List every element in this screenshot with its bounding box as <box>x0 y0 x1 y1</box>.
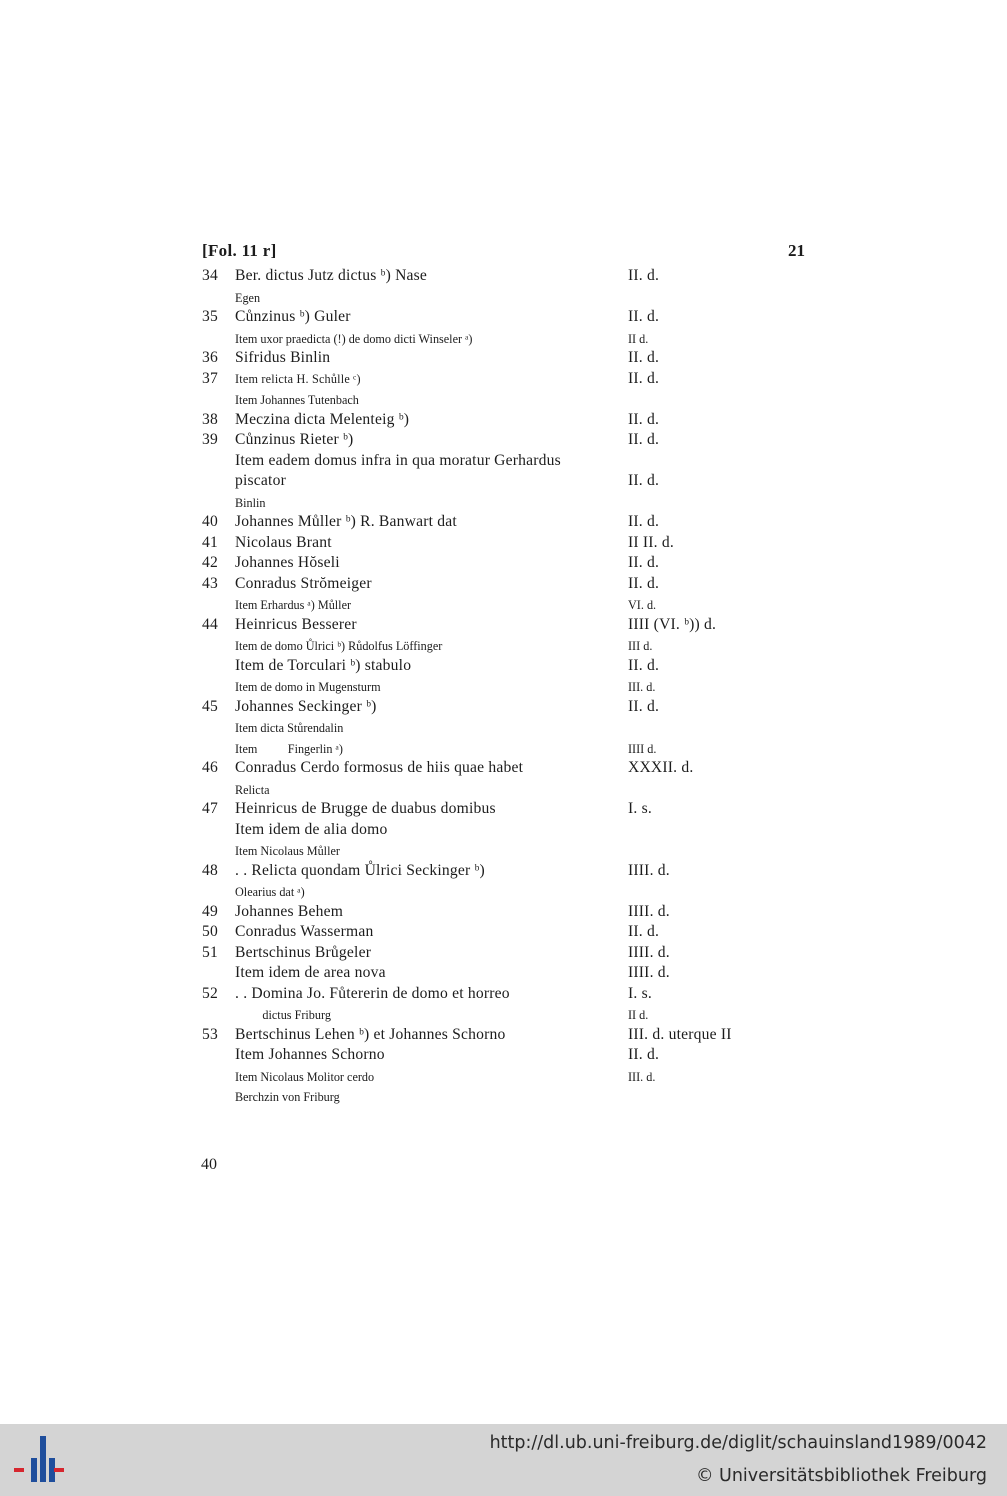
entry-text: Item eadem domus infra in qua moratur Gerhardus <box>235 451 561 469</box>
entry-amount: III. d. <box>628 1069 656 1084</box>
entry-text: Item Fingerlin ᵃ) <box>235 741 343 756</box>
entry-text: Johannes Behem <box>235 902 344 920</box>
entry-text: Item Johannes Schorno <box>235 1046 385 1063</box>
entry-number: 45 <box>202 697 218 715</box>
entry-number: 35 <box>202 308 218 325</box>
entry-row <box>198 389 798 410</box>
entry-text: Item Nicolaus Můller <box>235 844 340 858</box>
entry-amount: II. d. <box>628 267 660 284</box>
entry-text: Nicolaus Brant <box>235 533 332 551</box>
entry-row <box>198 840 798 861</box>
library-footer-bar <box>0 1424 1007 1496</box>
entry-text: Conradus Cerdo formosus de hiis quae habet <box>235 759 524 776</box>
entry-number: 49 <box>202 902 218 920</box>
entry-number: 51 <box>202 943 218 961</box>
entry-number: 53 <box>202 1025 218 1043</box>
entry-row <box>198 492 798 513</box>
entry-row <box>198 553 798 574</box>
entry-number: 46 <box>202 759 218 776</box>
entry-text: Item de Torculari ᵇ) stabulo <box>235 656 412 674</box>
entry-amount: IIII d. <box>628 741 657 756</box>
entry-row <box>198 594 798 615</box>
entry-row <box>198 1066 798 1087</box>
entry-amount: IIII. d. <box>628 943 670 961</box>
entry-text: Johannes Seckinger ᵇ) <box>235 697 377 715</box>
entry-list <box>198 266 798 1107</box>
entry-amount: XXXII. d. <box>628 759 694 776</box>
entry-amount: VI. d. <box>628 598 657 612</box>
entry-amount: III d. <box>628 639 653 653</box>
entry-text: Ber. dictus Jutz dictus ᵇ) Nase <box>235 267 428 284</box>
entry-row <box>198 1045 798 1066</box>
entry-text: Item idem de area nova <box>235 964 386 981</box>
entry-number: 36 <box>202 349 218 366</box>
entry-number: 42 <box>202 554 218 571</box>
entry-text: Heinricus de Brugge de duabus domibus <box>235 800 496 817</box>
entry-amount: II. d. <box>628 349 660 366</box>
entry-row <box>198 533 798 554</box>
entry-amount: II. d. <box>628 513 660 530</box>
entry-row <box>198 471 798 492</box>
entry-row <box>198 1025 798 1046</box>
entry-number: 47 <box>202 800 218 817</box>
entry-text: Conradus Strŏmeiger <box>235 574 372 592</box>
entry-number: 43 <box>202 574 218 592</box>
entry-amount: I. s. <box>628 984 652 1002</box>
entry-amount: II d. <box>628 331 649 346</box>
entry-row <box>198 717 798 738</box>
entry-number: 44 <box>202 615 218 633</box>
entry-text: Conradus Wasserman <box>235 923 374 940</box>
page-number: 21 <box>788 241 805 260</box>
entry-text: Item de domo in Mugensturm <box>235 680 381 694</box>
entry-text: . . Domina Jo. Fůtererin de domo et horreo <box>235 984 510 1002</box>
entry-amount: II. d. <box>628 1046 660 1063</box>
entry-number: 41 <box>202 533 218 551</box>
entry-text: Meczina dicta Melenteig ᵇ) <box>235 410 410 428</box>
entry-row <box>198 266 798 287</box>
entry-amount: II. d. <box>628 369 660 387</box>
entry-text: Item Erhardus ᵃ) Můller <box>235 598 352 612</box>
entry-amount: II. d. <box>628 697 660 715</box>
entry-row <box>198 615 798 636</box>
entry-number: 48 <box>202 861 218 879</box>
entry-row <box>198 410 798 431</box>
entry-amount: II. d. <box>628 308 660 325</box>
entry-amount: IIII. d. <box>628 964 670 981</box>
entry-row <box>198 307 798 328</box>
entry-text: Relicta <box>235 782 270 797</box>
entry-text: Johannes Hŏseli <box>235 554 340 571</box>
entry-row <box>198 902 798 923</box>
entry-text: Berchzin von Friburg <box>235 1090 340 1104</box>
entry-text: Item dicta Stůrendalin <box>235 721 344 735</box>
entry-row <box>198 328 798 349</box>
entry-text: Olearius dat ᵃ) <box>235 885 305 899</box>
folio-label: [Fol. 11 r] <box>202 241 277 260</box>
entry-amount: II. d. <box>628 472 660 489</box>
entry-row <box>198 635 798 656</box>
entry-row <box>198 287 798 308</box>
entry-row <box>198 922 798 943</box>
entry-text: Binlin <box>235 495 266 510</box>
entry-row <box>198 676 798 697</box>
entry-number: 34 <box>202 267 218 284</box>
entry-text: Bertschinus Brůgeler <box>235 943 372 961</box>
entry-text: Item relicta H. Schůlle ᶜ) <box>235 371 361 386</box>
entry-text: Bertschinus Lehen ᵇ) et Johannes Schorno <box>235 1025 506 1043</box>
entry-amount: II d. <box>628 1008 649 1022</box>
entry-amount: IIII (VI. ᵇ)) d. <box>628 615 717 633</box>
entry-amount: II. d. <box>628 410 660 428</box>
entry-text: Item idem de alia domo <box>235 820 388 838</box>
entry-text: Cůnzinus Rieter ᵇ) <box>235 431 354 448</box>
entry-row <box>198 574 798 595</box>
entry-text: Johannes Můller ᵇ) R. Banwart dat <box>235 513 457 530</box>
copyright-notice: © Universitätsbibliothek Freiburg <box>695 1466 987 1486</box>
entry-row <box>198 861 798 882</box>
entry-text: Cůnzinus ᵇ) Guler <box>235 308 351 325</box>
entry-row <box>198 779 798 800</box>
entry-amount: II. d. <box>628 431 660 448</box>
entry-row <box>198 451 798 472</box>
entry-row <box>198 1004 798 1025</box>
entry-row <box>198 348 798 369</box>
entry-number: 52 <box>202 984 218 1002</box>
entry-amount: II. d. <box>628 656 660 674</box>
entry-number: 37 <box>202 369 218 387</box>
entry-number: 40 <box>202 513 218 530</box>
entry-row <box>198 697 798 718</box>
entry-row <box>198 963 798 984</box>
entry-amount: I. s. <box>628 800 652 817</box>
entry-amount: II II. d. <box>628 533 674 551</box>
entry-amount: II. d. <box>628 574 660 592</box>
entry-row <box>198 820 798 841</box>
entry-row <box>198 656 798 677</box>
entry-amount: II. d. <box>628 923 660 940</box>
entry-amount: III. d. <box>628 680 656 694</box>
entry-text: Item uxor praedicta (!) de domo dicti Winseler ᵃ) <box>235 331 473 346</box>
entry-row <box>198 738 798 759</box>
entry-text: dictus Friburg <box>235 1008 331 1022</box>
entry-amount: IIII. d. <box>628 861 670 879</box>
entry-row <box>198 881 798 902</box>
entry-text: . . Relicta quondam Ůlrici Seckinger ᵇ) <box>235 861 485 879</box>
entry-row <box>198 512 798 533</box>
entry-row <box>198 943 798 964</box>
entry-amount: II. d. <box>628 554 660 571</box>
permalink-url[interactable]: http://dl.ub.uni-freiburg.de/diglit/schauinsland1989/0042 <box>489 1433 987 1453</box>
entry-row <box>198 369 798 390</box>
entry-text: Heinricus Besserer <box>235 615 357 633</box>
entry-amount: III. d. uterque II <box>628 1025 732 1043</box>
entry-text: Item Johannes Tutenbach <box>235 393 359 407</box>
entry-row <box>198 799 798 820</box>
entry-row <box>198 758 798 779</box>
entry-text: Sifridus Binlin <box>235 349 331 366</box>
entry-row <box>198 430 798 451</box>
entry-number: 38 <box>202 410 218 428</box>
printed-page-number: 40 <box>201 1156 217 1173</box>
entry-row <box>198 1086 798 1107</box>
entry-number: 50 <box>202 923 218 940</box>
entry-row <box>198 984 798 1005</box>
entry-text: Egen <box>235 290 261 305</box>
entry-text: Item de domo Ůlrici ᵇ) Růdolfus Löffinger <box>235 639 443 653</box>
entry-text: piscator <box>235 472 286 489</box>
ub-freiburg-logo-icon[interactable] <box>10 1434 66 1486</box>
entry-number: 39 <box>202 431 218 448</box>
entry-amount: IIII. d. <box>628 902 670 920</box>
entry-text: Item Nicolaus Molitor cerdo <box>235 1069 375 1084</box>
